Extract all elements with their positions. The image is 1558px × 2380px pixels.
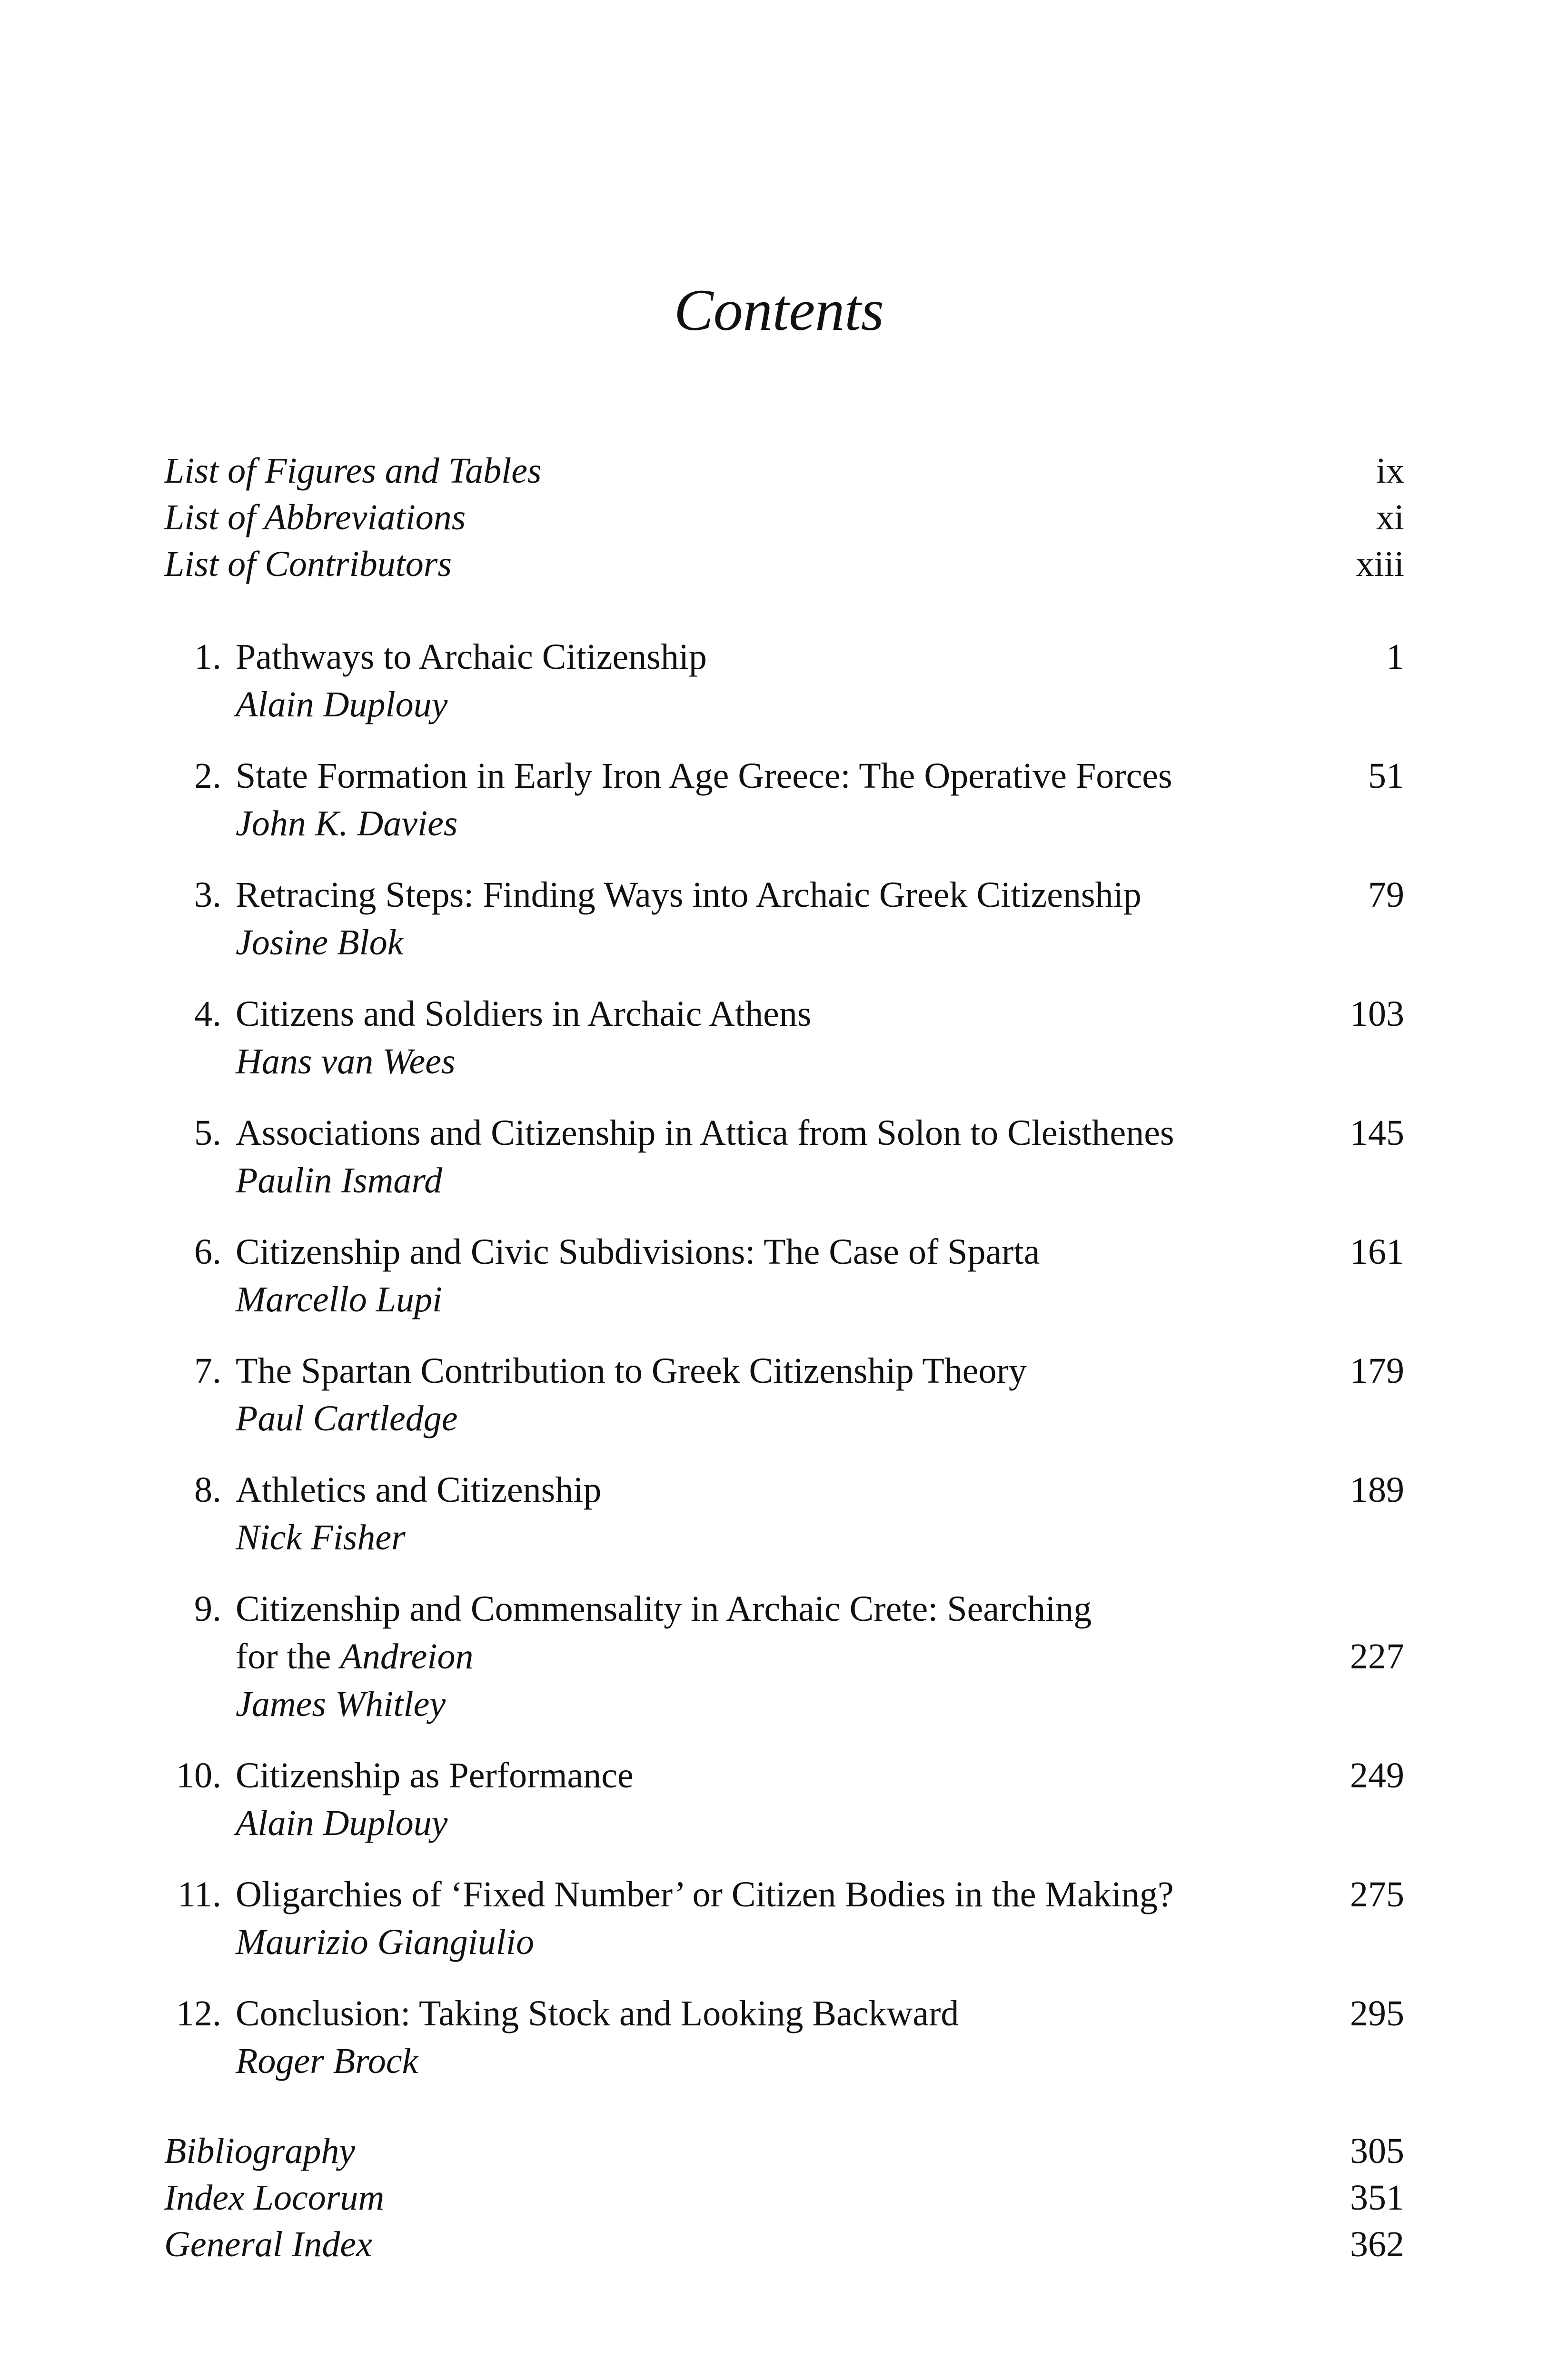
chapter-number: 3. (194, 875, 221, 915)
chapter-title: Pathways to Archaic Citizenship (236, 637, 707, 677)
chapter-entry[interactable] (164, 1871, 1404, 1966)
entry-page-number: 351 (1350, 2178, 1404, 2218)
chapter-number: 11. (177, 1874, 221, 1914)
chapter-page-number: 145 (1350, 1113, 1404, 1153)
chapter-entry[interactable] (164, 1228, 1404, 1323)
chapter-number: 5. (194, 1113, 221, 1153)
chapter-number: 1. (194, 637, 221, 677)
chapter-author: John K. Davies (236, 803, 458, 843)
chapter-title: Conclusion: Taking Stock and Looking Backward (236, 1993, 959, 2033)
chapter-author: Marcello Lupi (236, 1279, 443, 1319)
chapter-number: 2. (194, 756, 221, 796)
chapter-author: Alain Duplouy (236, 684, 448, 724)
chapter-number: 9. (194, 1589, 221, 1629)
back-matter-entry[interactable] (164, 2174, 1404, 2221)
chapter-entry[interactable] (164, 752, 1404, 847)
chapter-number: 7. (194, 1351, 221, 1391)
entry-page-number: 362 (1350, 2224, 1404, 2264)
front-matter-list (164, 447, 1404, 587)
chapter-page-number: 179 (1350, 1351, 1404, 1391)
chapter-title-italic: Andreion (340, 1636, 474, 1676)
entry-page-number: 305 (1350, 2131, 1404, 2171)
chapter-page-number: 249 (1350, 1755, 1404, 1795)
chapter-page-number: 189 (1350, 1470, 1404, 1510)
chapter-title: Citizenship and Commensality in Archaic Crete: Searching (236, 1589, 1092, 1629)
chapter-number: 10. (176, 1755, 221, 1795)
chapter-page-number: 103 (1350, 994, 1404, 1034)
chapter-author: Maurizio Giangiulio (236, 1922, 535, 1962)
chapter-page-number: 227 (1350, 1636, 1404, 1676)
chapter-entry[interactable] (164, 1347, 1404, 1442)
chapter-title: Citizenship as Performance (236, 1755, 634, 1795)
chapter-author: Hans van Wees (236, 1041, 456, 1081)
chapter-page-number: 161 (1350, 1232, 1404, 1272)
chapter-entry[interactable] (164, 871, 1404, 966)
entry-title: Bibliography (164, 2131, 356, 2171)
entry-page-number: xi (1376, 497, 1404, 537)
chapter-number: 12. (176, 1993, 221, 2033)
chapter-title: State Formation in Early Iron Age Greece: The Operative Forces (236, 756, 1172, 796)
chapter-title: Citizens and Soldiers in Archaic Athens (236, 994, 812, 1034)
chapter-page-number: 295 (1350, 1993, 1404, 2033)
chapter-entry[interactable] (164, 1752, 1404, 1847)
chapter-author: Josine Blok (236, 922, 404, 962)
entry-page-number: ix (1376, 451, 1404, 491)
chapter-number: 4. (194, 994, 221, 1034)
chapter-page-number: 275 (1350, 1874, 1404, 1914)
page-title: Contents (674, 278, 884, 343)
chapter-title: Oligarchies of ‘Fixed Number’ or Citizen Bodies in the Making? (236, 1874, 1174, 1914)
entry-title: General Index (164, 2224, 372, 2264)
chapter-entry[interactable] (164, 1585, 1404, 1728)
front-matter-entry[interactable] (164, 494, 1404, 541)
chapter-number: 8. (194, 1470, 221, 1510)
chapter-title: The Spartan Contribution to Greek Citizenship Theory (236, 1351, 1027, 1391)
chapter-entry[interactable] (164, 990, 1404, 1085)
chapter-title: Athletics and Citizenship (236, 1470, 602, 1510)
chapter-entry[interactable] (164, 1466, 1404, 1561)
chapter-list (164, 633, 1404, 2109)
chapter-title-prefix: for the (236, 1636, 340, 1676)
front-matter-entry[interactable] (164, 447, 1404, 494)
chapter-author: Paul Cartledge (236, 1398, 458, 1438)
entry-page-number: xiii (1356, 544, 1404, 584)
chapter-entry[interactable] (164, 633, 1404, 728)
entry-title: List of Contributors (164, 544, 452, 584)
chapter-title-continuation (236, 1633, 1261, 1680)
chapter-entry[interactable] (164, 1109, 1404, 1204)
chapter-author: Alain Duplouy (236, 1803, 448, 1843)
entry-title: Index Locorum (164, 2178, 385, 2218)
back-matter-entry[interactable] (164, 2128, 1404, 2174)
chapter-title: Citizenship and Civic Subdivisions: The Case of Sparta (236, 1232, 1040, 1272)
back-matter-list (164, 2128, 1404, 2268)
chapter-author: Roger Brock (236, 2041, 418, 2081)
entry-title: List of Abbreviations (164, 497, 466, 537)
chapter-title: Associations and Citizenship in Attica from Solon to Cleisthenes (236, 1113, 1174, 1153)
chapter-page-number: 79 (1368, 875, 1404, 915)
back-matter-entry[interactable] (164, 2221, 1404, 2268)
chapter-number: 6. (194, 1232, 221, 1272)
chapter-entry[interactable] (164, 1990, 1404, 2085)
chapter-page-number: 1 (1386, 637, 1404, 677)
front-matter-entry[interactable] (164, 541, 1404, 587)
chapter-page-number: 51 (1368, 756, 1404, 796)
chapter-author: James Whitley (236, 1684, 446, 1724)
chapter-title: Retracing Steps: Finding Ways into Archaic Greek Citizenship (236, 875, 1141, 915)
chapter-author: Paulin Ismard (236, 1160, 443, 1200)
entry-title: List of Figures and Tables (164, 451, 542, 491)
chapter-author: Nick Fisher (236, 1517, 406, 1557)
